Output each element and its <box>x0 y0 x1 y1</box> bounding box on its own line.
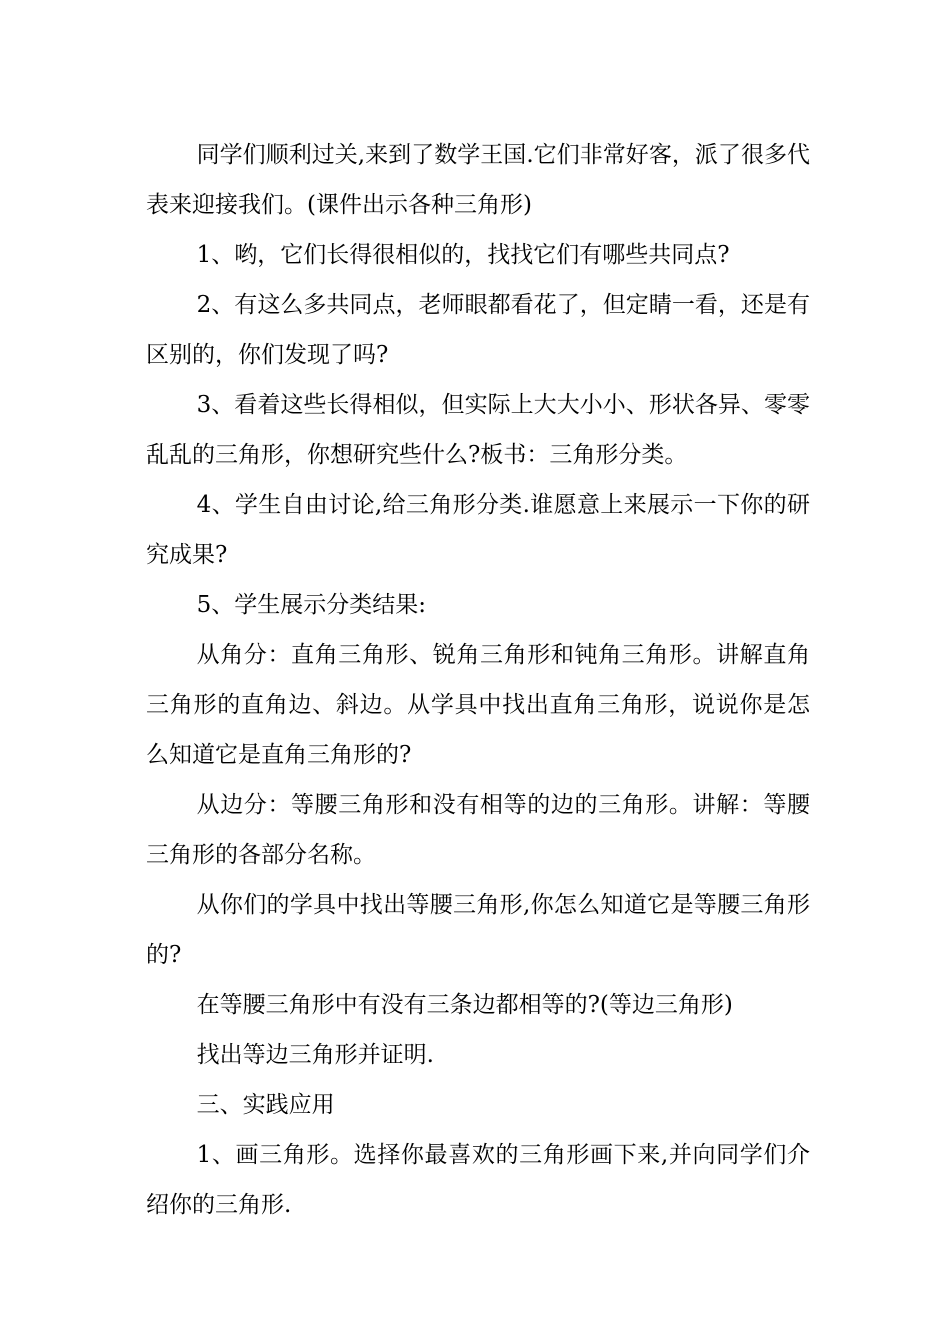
paragraph-question-3: 3、看着这些长得相似，但实际上大大小小、形状各异、零零乱乱的三角形，你想研究些什么?板书：三角形分类。 <box>146 392 810 468</box>
paragraph-question-2: 2、有这么多共同点，老师眼都看花了，但定睛一看，还是有区别的，你们发现了吗? <box>146 292 810 368</box>
paragraph-question-5: 5、学生展示分类结果: <box>196 592 426 618</box>
document-body <box>146 130 810 1230</box>
paragraph-by-angle: 从角分：直角三角形、锐角三角形和钝角三角形。讲解直角三角形的直角边、斜边。从学具中找出直角三角形，说说你是怎么知道它是直角三角形的? <box>146 642 810 768</box>
section-heading-practice: 三、实践应用 <box>196 1092 335 1118</box>
paragraph-question-4: 4、学生自由讨论,给三角形分类.谁愿意上来展示一下你的研究成果? <box>146 492 810 568</box>
paragraph-find-isosceles: 从你们的学具中找出等腰三角形,你怎么知道它是等腰三角形的? <box>146 892 810 968</box>
paragraph-by-side: 从边分：等腰三角形和没有相等的边的三角形。讲解：等腰三角形的各部分名称。 <box>146 792 810 868</box>
paragraph-find-equilateral: 找出等边三角形并证明. <box>196 1042 434 1068</box>
paragraph-question-1: 1、哟，它们长得很相似的，找找它们有哪些共同点? <box>196 242 730 268</box>
paragraph-draw-triangle: 1、画三角形。选择你最喜欢的三角形画下来,并向同学们介绍你的三角形. <box>146 1142 810 1218</box>
paragraph-intro: 同学们顺利过关,来到了数学王国.它们非常好客，派了很多代表来迎接我们。(课件出示各种三角形) <box>146 142 810 218</box>
paragraph-equilateral-question: 在等腰三角形中有没有三条边都相等的?(等边三角形) <box>196 992 733 1018</box>
